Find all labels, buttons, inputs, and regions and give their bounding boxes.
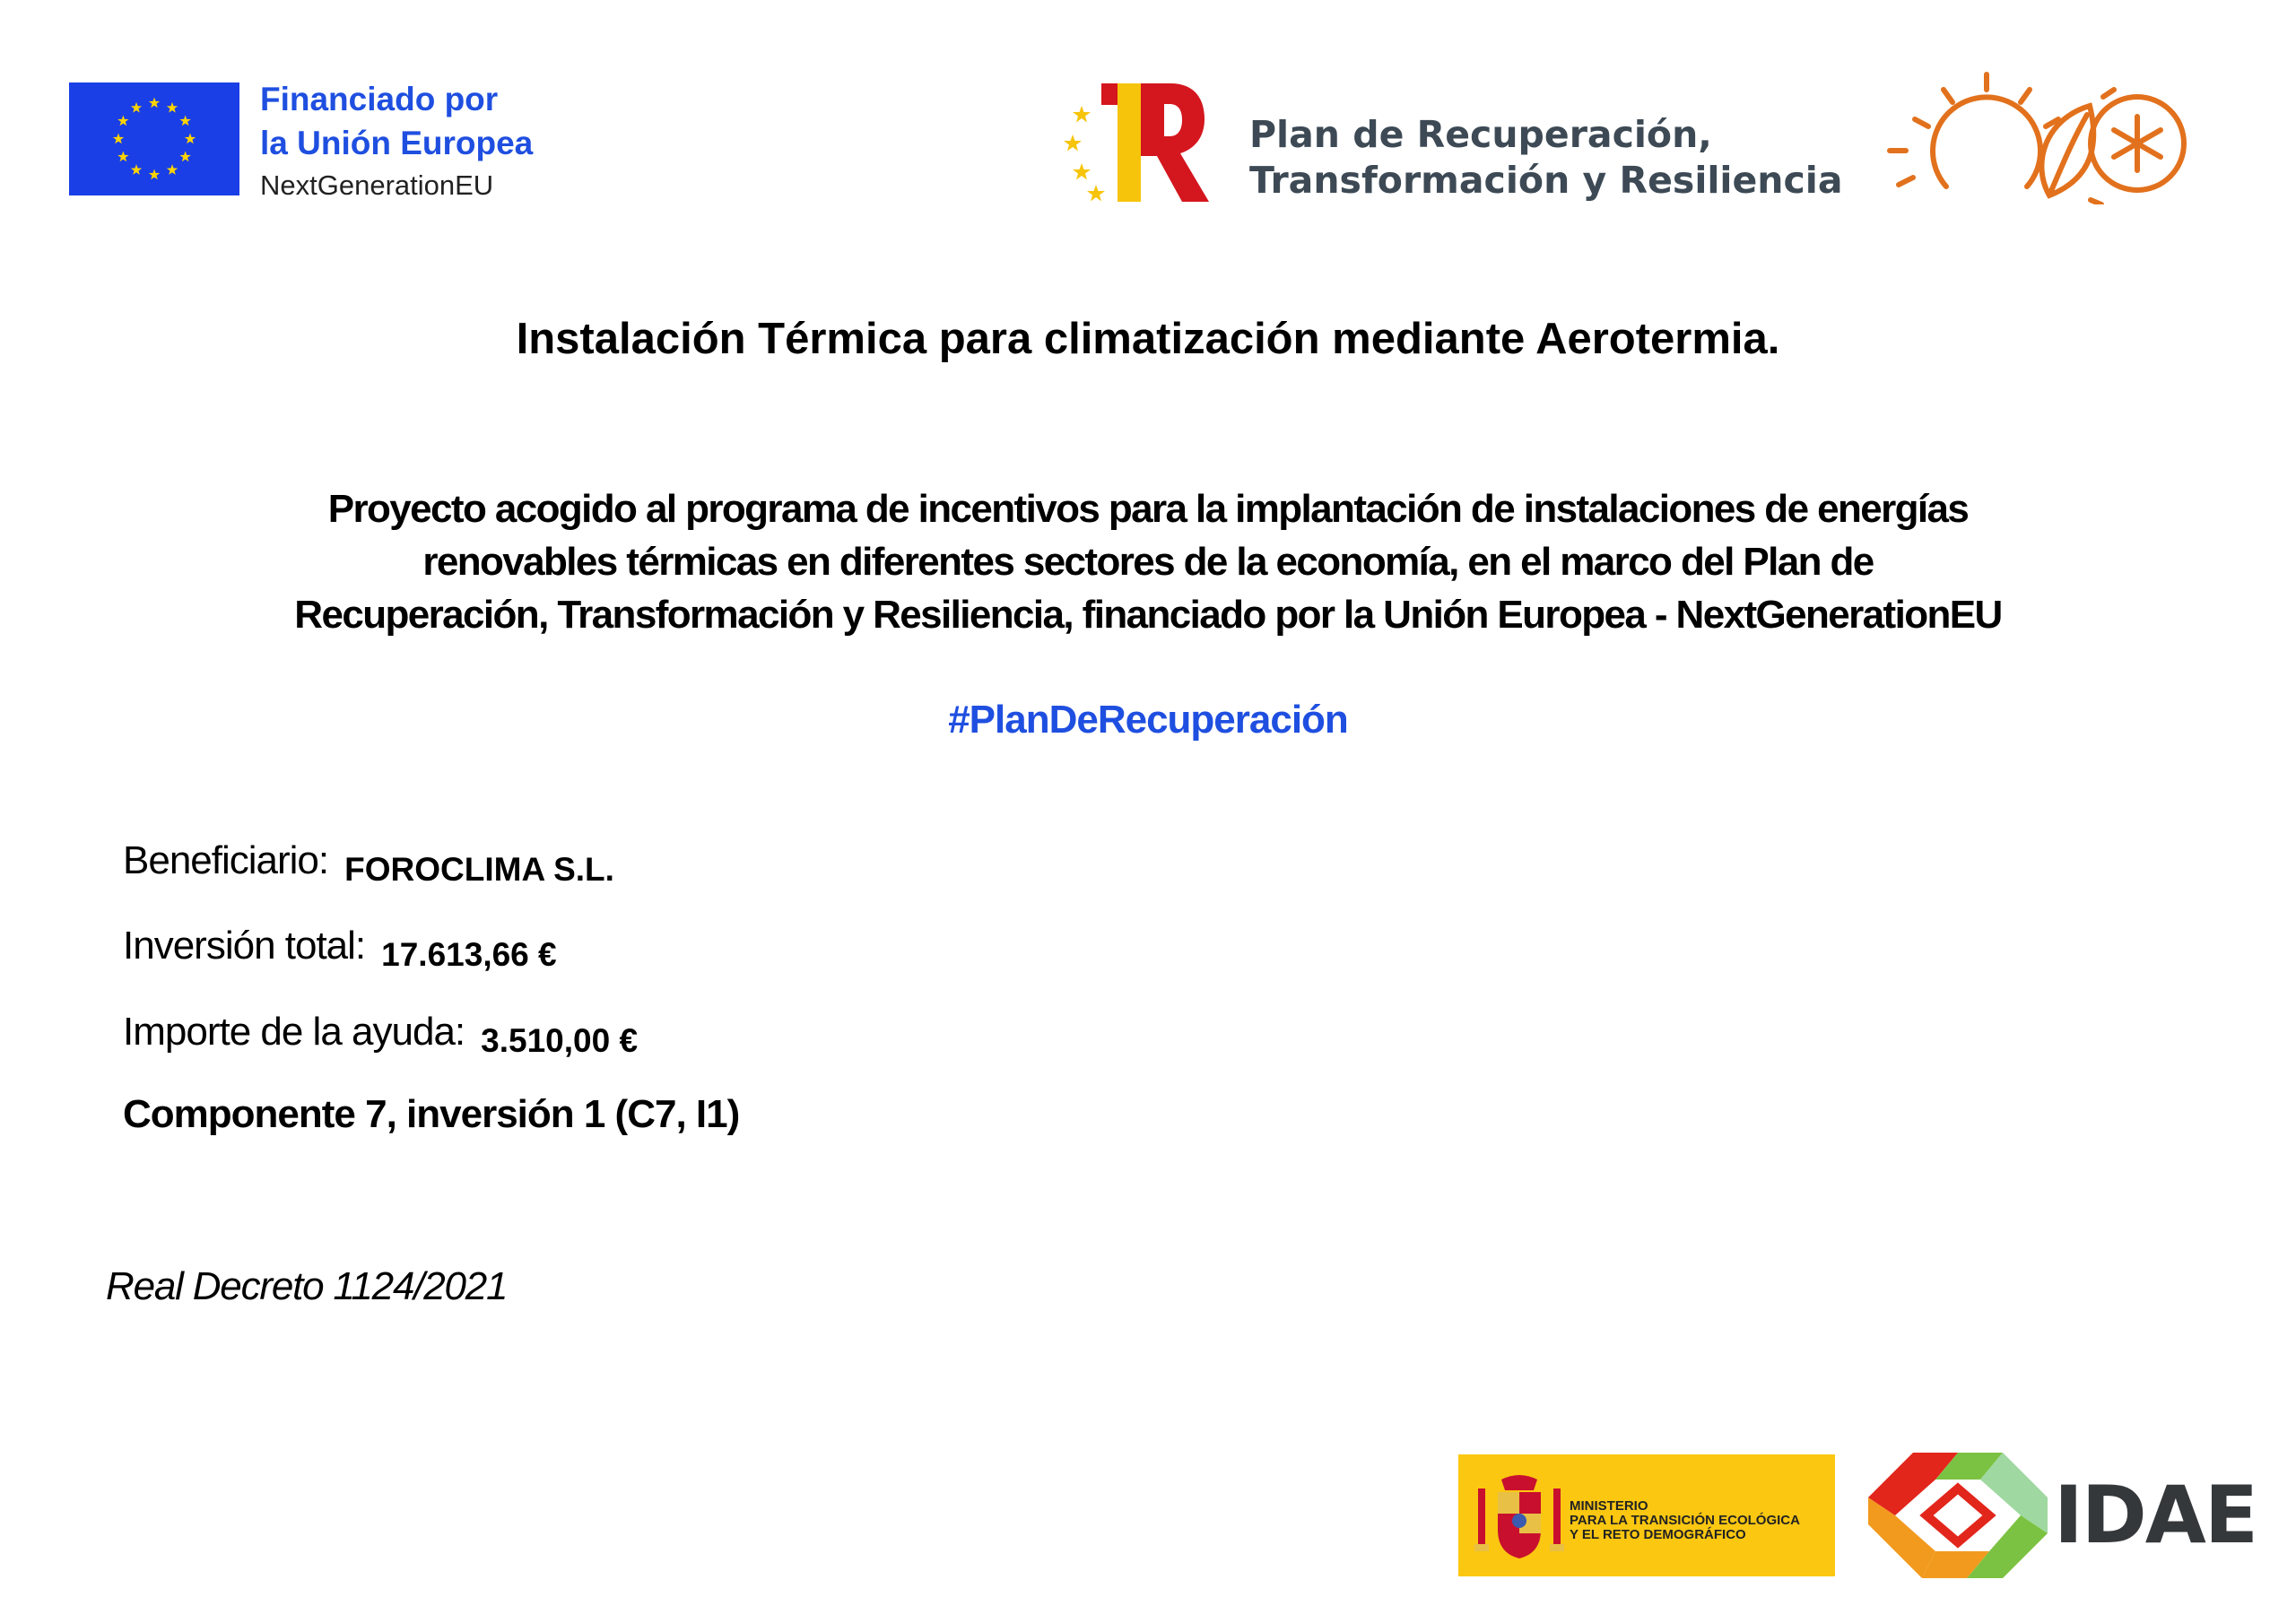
eu-logo-line1: Financiado por — [260, 81, 499, 117]
eu-flag-icon — [69, 82, 239, 195]
ayuda-row — [123, 1010, 639, 1059]
hashtag: #PlanDeRecuperación — [948, 698, 1348, 742]
prtr-logo-line1: Plan de Recuperación, — [1249, 113, 1712, 156]
ministry-text — [1570, 1499, 1800, 1542]
eu-logo-text — [260, 77, 533, 204]
inversion-row — [123, 924, 557, 973]
ministry-line3: Y EL RETO DEMOGRÁFICO — [1570, 1527, 1746, 1542]
sun-icon — [1890, 74, 2058, 187]
idae-logo-text: IDAE — [2054, 1469, 2257, 1561]
project-line: renovables térmicas en diferentes sectores de la economía, en el marco del Plan de — [422, 540, 1874, 584]
prtr-logo-icon — [1058, 79, 1211, 204]
leaf-icon — [2041, 106, 2093, 195]
page-title: Instalación Térmica para climatización mediante Aerotermia. — [516, 315, 1780, 363]
real-decreto: Real Decreto 1124/2021 — [106, 1264, 508, 1308]
inversion-label: Inversión total: — [123, 924, 366, 968]
snowflake-icon — [2091, 90, 2184, 204]
eu-logo-line3: NextGenerationEU — [260, 169, 494, 201]
ayuda-value: 3.510,00 € — [481, 1022, 639, 1059]
beneficiario-row — [123, 838, 614, 888]
climate-icons — [1879, 70, 2193, 204]
ministry-line1: MINISTERIO — [1570, 1498, 1648, 1514]
ministry-line2: PARA LA TRANSICIÓN ECOLÓGICA — [1570, 1513, 1800, 1528]
eu-logo-line2: la Unión Europea — [260, 125, 534, 161]
idae-logo-icon — [1868, 1453, 2048, 1578]
inversion-value: 17.613,66 € — [381, 936, 557, 973]
beneficiario-value: FOROCLIMA S.L. — [344, 851, 614, 888]
ministry-logo — [1458, 1454, 1835, 1576]
beneficiario-label: Beneficiario: — [123, 838, 329, 882]
project-line: Recuperación, Transformación y Resiliencia, financiado por la Unión Europea - NextGenerationEU — [294, 593, 2002, 637]
prtr-logo-line2: Transformación y Resiliencia — [1249, 159, 1843, 202]
project-line: Proyecto acogido al programa de incentivos para la implantación de instalaciones de energías — [327, 487, 1969, 531]
componente: Componente 7, inversión 1 (C7, I1) — [123, 1092, 740, 1136]
project-description — [179, 482, 2117, 641]
ayuda-label: Importe de la ayuda: — [123, 1010, 465, 1054]
coat-of-arms-icon — [1474, 1471, 1564, 1562]
prtr-logo-text — [1249, 112, 1843, 204]
